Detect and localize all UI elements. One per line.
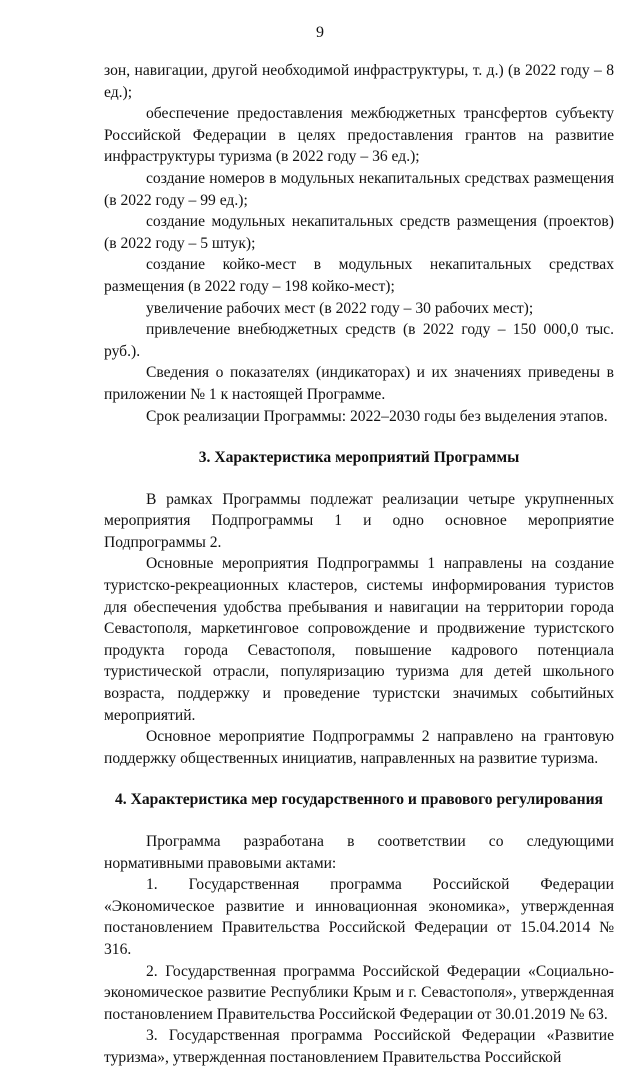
paragraph: 1. Государственная программа Российской Федерации «Экономическое развитие и инновационная экономика», утвержденная постановлением Правительства Российской Федерации от 15.04.2014 № 316. xyxy=(104,876,614,958)
document-body xyxy=(104,60,614,1069)
paragraph: создание номеров в модульных некапитальных средствах размещения (в 2022 году – 99 ед.); xyxy=(104,169,614,209)
paragraph: Основное мероприятие Подпрограммы 2 направлено на грантовую поддержку общественных инициатив, направленных на развитие туризма. xyxy=(104,728,614,767)
paragraph: увеличение рабочих мест (в 2022 году – 30 рабочих мест); xyxy=(146,299,534,317)
paragraph: зон, навигации, другой необходимой инфраструктуры, т. д.) (в 2022 году – 8 ед.); xyxy=(104,62,614,101)
paragraph: 2. Государственная программа Российской Федерации «Социально-экономическое развитие Республики Крым и г. Севастополя», утвержденная постановлением Правительства Российской Федерации от 30.01.2019 № 63. xyxy=(104,962,614,1023)
paragraph: В рамках Программы подлежат реализации четыре укрупненных мероприятия Подпрограммы 1 и одно основное мероприятие Подпрограммы 2. xyxy=(104,490,614,551)
paragraph: Основные мероприятия Подпрограммы 1 направлены на создание туристско-рекреационных кластеров, системы информирования туристов для обеспечения удобства пребывания и навигации на территории города Севастополя, маркетинговое сопровождение и продвижение туристского продукта города Севастополя, повышение кадрового потенциала туристической отрасли, популяризацию туризма для детей школьного возраста, поддержку и проведение туристски значимых событийных мероприятий. xyxy=(104,555,614,724)
page-number: 9 xyxy=(316,24,324,41)
paragraph: 3. Государственная программа Российской Федерации «Развитие туризма», утвержденная постановлением Правительства Российской xyxy=(104,1027,614,1066)
paragraph: создание модульных некапитальных средств размещения (проектов) (в 2022 году – 5 штук); xyxy=(104,213,614,252)
paragraph: обеспечение предоставления межбюджетных трансфертов субъекту Российской Федерации в целях предоставления грантов на развитие инфраструктуры туризма (в 2022 году – 36 ед.); xyxy=(104,105,614,166)
section-heading: 4. Характеристика мер государственного и правового регулирования xyxy=(114,791,603,809)
paragraph: привлечение внебюджетных средств (в 2022 году – 150 000,0 тыс. руб.). xyxy=(104,321,614,360)
paragraph: Программа разработана в соответствии со следующими нормативными правовыми актами: xyxy=(104,833,614,872)
paragraph: создание койко-мест в модульных некапитальных средствах размещения (в 2022 году – 198 койко-мест); xyxy=(104,256,614,295)
paragraph: Сведения о показателях (индикаторах) и их значениях приведены в приложении № 1 к настоящей Программе. xyxy=(104,364,614,403)
paragraph: Срок реализации Программы: 2022–2030 годы без выделения этапов. xyxy=(146,407,608,425)
section-heading: 3. Характеристика мероприятий Программы xyxy=(198,449,520,467)
